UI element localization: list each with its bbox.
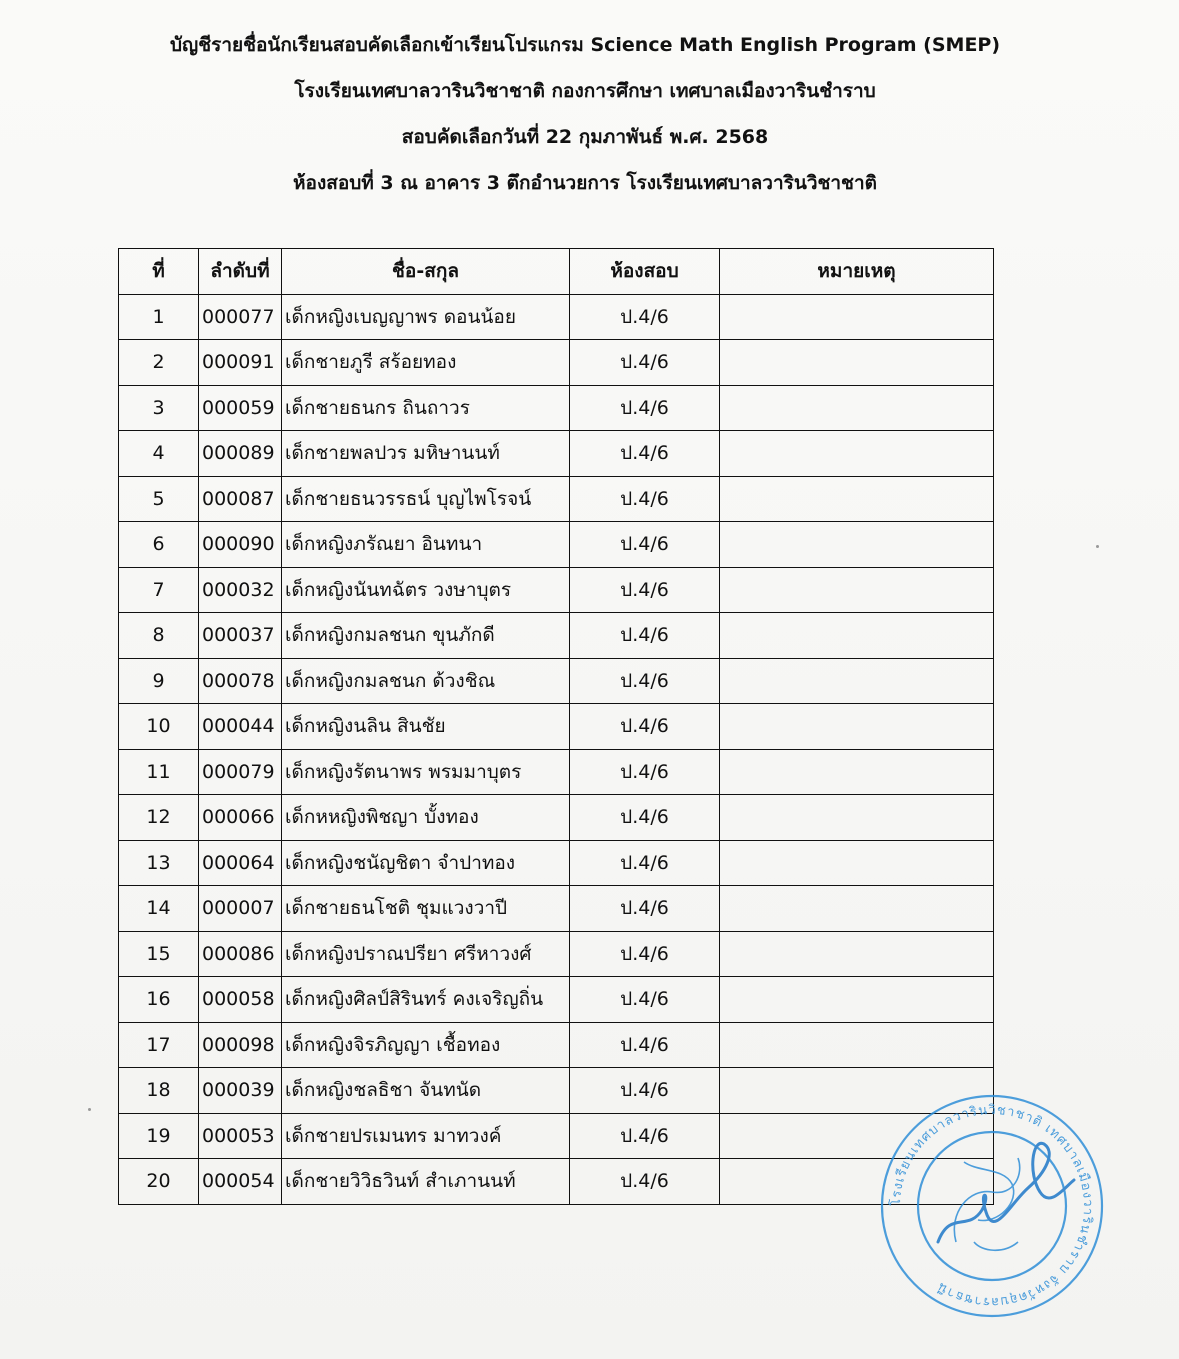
col-header-room: ห้องสอบ: [570, 249, 720, 295]
cell-no: 10: [119, 704, 199, 750]
cell-seq: 000087: [199, 476, 282, 522]
cell-no: 16: [119, 977, 199, 1023]
cell-room: ป.4/6: [570, 613, 720, 659]
cell-no: 18: [119, 1068, 199, 1114]
cell-name: เด็กหญิงปราณปรียา ศรีหาวงศ์: [282, 931, 570, 977]
table-row: [119, 294, 994, 340]
table-row: [119, 567, 994, 613]
table-row: [119, 340, 994, 386]
cell-note: [720, 795, 994, 841]
table-row: [119, 476, 994, 522]
header-exam-date: สอบคัดเลือกวันที่ 22 กุมภาพันธ์ พ.ศ. 2568: [401, 126, 769, 148]
table-row: [119, 431, 994, 477]
cell-note: [720, 522, 994, 568]
cell-seq: 000058: [199, 977, 282, 1023]
table-row: [119, 658, 994, 704]
table-row: [119, 1159, 994, 1205]
cell-seq: 000054: [199, 1159, 282, 1205]
table-row: [119, 613, 994, 659]
table-row: [119, 886, 994, 932]
cell-room: ป.4/6: [570, 658, 720, 704]
table-row: [119, 522, 994, 568]
cell-no: 17: [119, 1022, 199, 1068]
header-exam-room: ห้องสอบที่ 3 ณ อาคาร 3 ตึกอำนวยการ โรงเรียนเทศบาลวารินวิชาชาติ: [293, 172, 877, 194]
cell-note: [720, 431, 994, 477]
cell-name: เด็กชายปรเมนทร มาทวงค์: [282, 1113, 570, 1159]
cell-name: เด็กหญิงเบญญาพร ดอนน้อย: [282, 294, 570, 340]
cell-room: ป.4/6: [570, 1068, 720, 1114]
cell-seq: 000059: [199, 385, 282, 431]
table-row: [119, 931, 994, 977]
cell-note: [720, 613, 994, 659]
cell-name: เด็กหหญิงพิชญา บั้งทอง: [282, 795, 570, 841]
cell-seq: 000064: [199, 840, 282, 886]
cell-name: เด็กหญิงนันทฉัตร วงษาบุตร: [282, 567, 570, 613]
cell-note: [720, 704, 994, 750]
cell-note: [720, 1022, 994, 1068]
table-row: [119, 704, 994, 750]
cell-seq: 000007: [199, 886, 282, 932]
table-header-row: [119, 249, 994, 295]
stamp-ring-text: โรงเรียนเทศบาลวารินวิชาชาติ เทศบาลเมืองวารินชำราบ จังหวัดอุบลราชธานี: [888, 1102, 1096, 1310]
cell-note: [720, 294, 994, 340]
cell-name: เด็กชายวิวิธวินท์ สำเภานนท์: [282, 1159, 570, 1205]
cell-name: เด็กหญิงชนัญชิตา จำปาทอง: [282, 840, 570, 886]
cell-note: [720, 567, 994, 613]
cell-room: ป.4/6: [570, 522, 720, 568]
cell-name: เด็กหญิงรัตนาพร พรมมาบุตร: [282, 749, 570, 795]
cell-note: [720, 658, 994, 704]
school-seal-stamp: [878, 1092, 1106, 1320]
cell-seq: 000086: [199, 931, 282, 977]
cell-room: ป.4/6: [570, 795, 720, 841]
cell-seq: 000037: [199, 613, 282, 659]
cell-note: [720, 931, 994, 977]
cell-seq: 000098: [199, 1022, 282, 1068]
cell-no: 12: [119, 795, 199, 841]
table-row: [119, 1113, 994, 1159]
cell-room: ป.4/6: [570, 1159, 720, 1205]
table-row: [119, 1068, 994, 1114]
cell-no: 2: [119, 340, 199, 386]
cell-name: เด็กหญิงศิลป์สิรินทร์ คงเจริญถิ่น: [282, 977, 570, 1023]
cell-room: ป.4/6: [570, 886, 720, 932]
cell-no: 11: [119, 749, 199, 795]
cell-seq: 000039: [199, 1068, 282, 1114]
cell-name: เด็กชายพลปวร มหิษานนท์: [282, 431, 570, 477]
header-title: บัญชีรายชื่อนักเรียนสอบคัดเลือกเข้าเรียนโปรแกรม Science Math English Program (SMEP): [169, 34, 1001, 56]
cell-no: 1: [119, 294, 199, 340]
table-row: [119, 795, 994, 841]
cell-note: [720, 340, 994, 386]
table-row: [119, 749, 994, 795]
col-header-name: ชื่อ-สกุล: [282, 249, 570, 295]
cell-no: 9: [119, 658, 199, 704]
col-header-note: หมายเหตุ: [720, 249, 994, 295]
cell-no: 14: [119, 886, 199, 932]
cell-no: 8: [119, 613, 199, 659]
cell-name: เด็กชายธนวรรธน์ บุญไพโรจน์: [282, 476, 570, 522]
cell-note: [720, 977, 994, 1023]
cell-room: ป.4/6: [570, 294, 720, 340]
cell-room: ป.4/6: [570, 840, 720, 886]
col-header-no: ที่: [119, 249, 199, 295]
student-roster-table: [118, 248, 994, 1205]
cell-room: ป.4/6: [570, 977, 720, 1023]
table-row: [119, 1022, 994, 1068]
table-row: [119, 385, 994, 431]
cell-room: ป.4/6: [570, 704, 720, 750]
cell-name: เด็กหญิงกมลชนก ขุนภักดี: [282, 613, 570, 659]
cell-note: [720, 749, 994, 795]
cell-no: 6: [119, 522, 199, 568]
cell-seq: 000079: [199, 749, 282, 795]
cell-name: เด็กชายธนโชติ ชุมแวงวาปี: [282, 886, 570, 932]
cell-name: เด็กหญิงนลิน สินชัย: [282, 704, 570, 750]
cell-no: 7: [119, 567, 199, 613]
cell-seq: 000044: [199, 704, 282, 750]
cell-note: [720, 476, 994, 522]
cell-seq: 000032: [199, 567, 282, 613]
cell-seq: 000077: [199, 294, 282, 340]
cell-name: เด็กชายภูรี สร้อยทอง: [282, 340, 570, 386]
cell-no: 19: [119, 1113, 199, 1159]
cell-note: [720, 886, 994, 932]
cell-seq: 000053: [199, 1113, 282, 1159]
document-header: [60, 22, 1110, 206]
cell-no: 3: [119, 385, 199, 431]
header-school: โรงเรียนเทศบาลวารินวิชาชาติ กองการศึกษา เทศบาลเมืองวารินชำราบ: [294, 80, 876, 102]
cell-room: ป.4/6: [570, 749, 720, 795]
scan-speck: [88, 1108, 91, 1111]
cell-no: 15: [119, 931, 199, 977]
cell-no: 13: [119, 840, 199, 886]
cell-name: เด็กหญิงภรัณยา อินทนา: [282, 522, 570, 568]
cell-note: [720, 385, 994, 431]
cell-room: ป.4/6: [570, 567, 720, 613]
cell-name: เด็กหญิงชลธิชา จันทนัด: [282, 1068, 570, 1114]
cell-seq: 000090: [199, 522, 282, 568]
cell-room: ป.4/6: [570, 476, 720, 522]
cell-no: 4: [119, 431, 199, 477]
table-row: [119, 840, 994, 886]
cell-name: เด็กชายธนกร ถินถาวร: [282, 385, 570, 431]
cell-no: 5: [119, 476, 199, 522]
cell-room: ป.4/6: [570, 431, 720, 477]
cell-seq: 000091: [199, 340, 282, 386]
col-header-seq: ลำดับที่: [199, 249, 282, 295]
cell-room: ป.4/6: [570, 931, 720, 977]
cell-room: ป.4/6: [570, 1113, 720, 1159]
cell-note: [720, 840, 994, 886]
cell-seq: 000066: [199, 795, 282, 841]
cell-name: เด็กหญิงจิรภิญญา เชื้อทอง: [282, 1022, 570, 1068]
cell-no: 20: [119, 1159, 199, 1205]
table-row: [119, 977, 994, 1023]
cell-room: ป.4/6: [570, 340, 720, 386]
cell-room: ป.4/6: [570, 385, 720, 431]
scan-speck: [1096, 545, 1099, 548]
cell-name: เด็กหญิงกมลชนก ด้วงชิณ: [282, 658, 570, 704]
cell-room: ป.4/6: [570, 1022, 720, 1068]
cell-seq: 000078: [199, 658, 282, 704]
cell-seq: 000089: [199, 431, 282, 477]
